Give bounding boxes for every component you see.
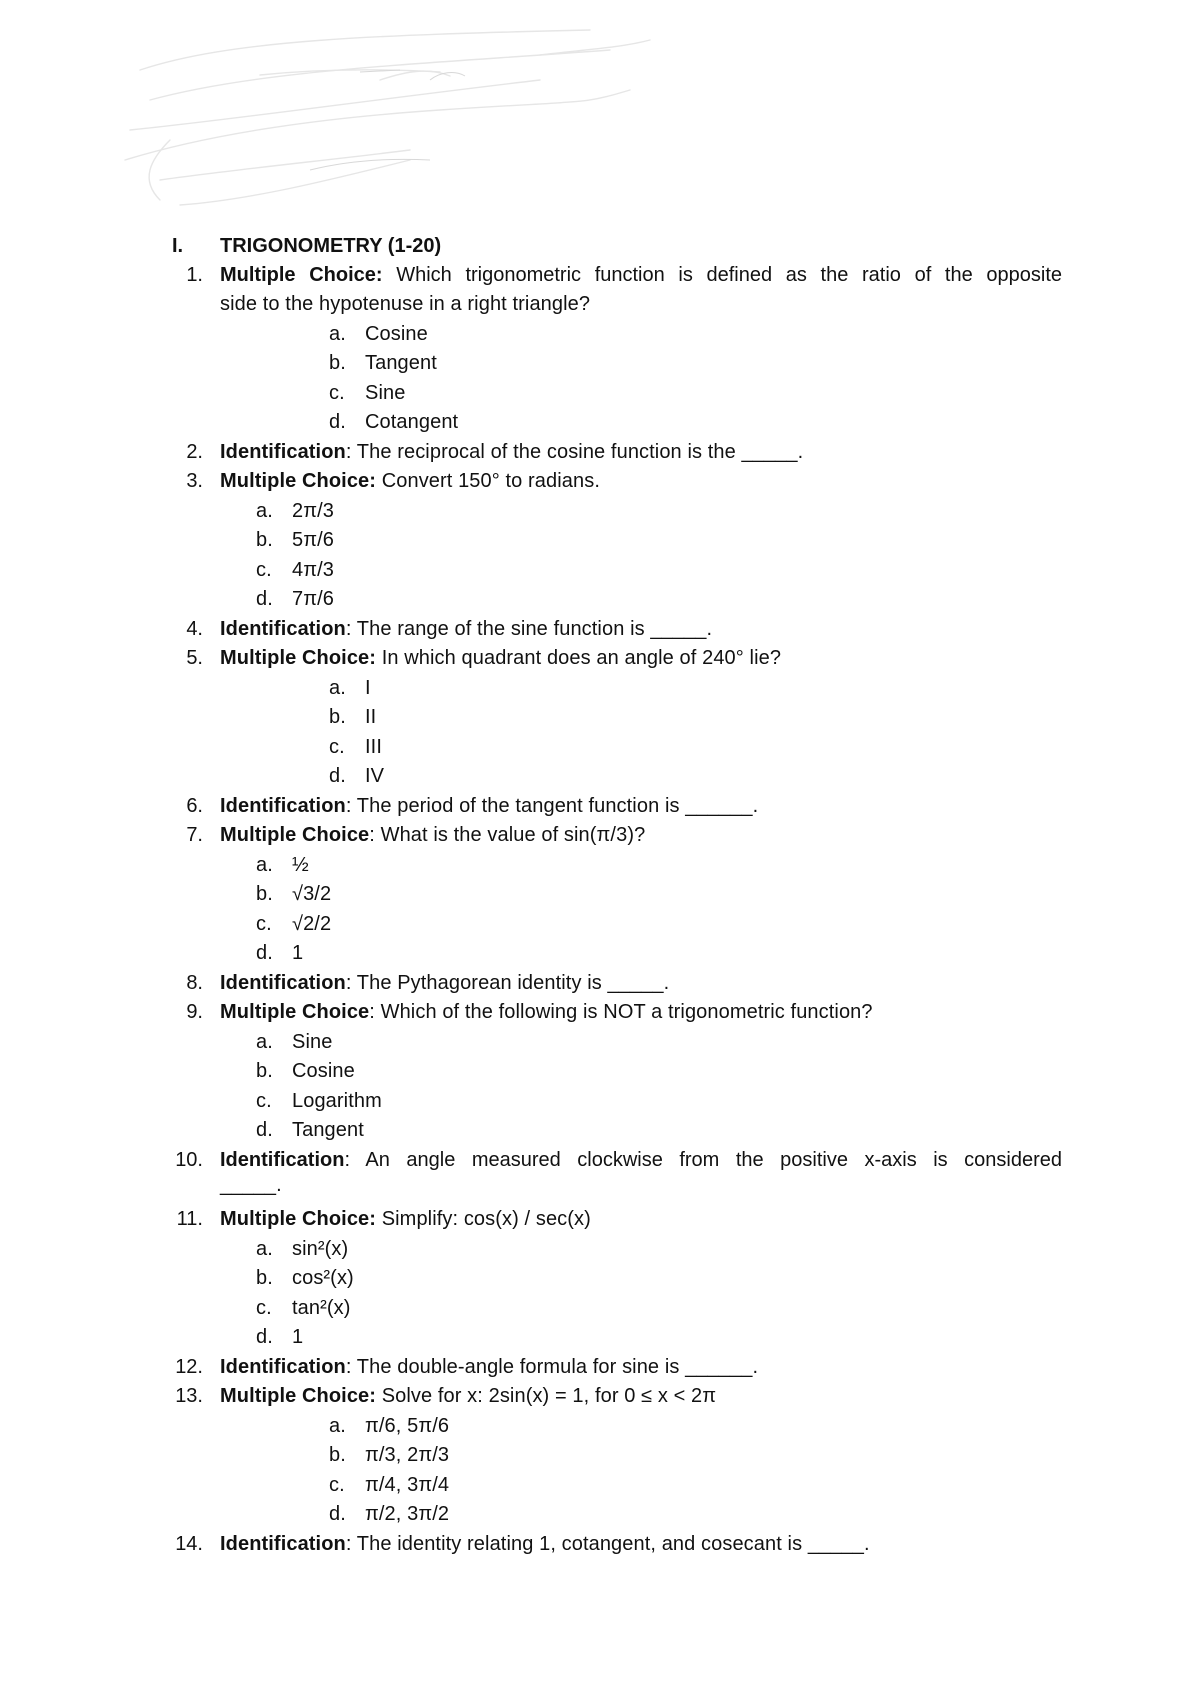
option-text: cos²(x) xyxy=(292,1267,354,1289)
question-number: 13. xyxy=(175,1385,203,1407)
option-letter: c. xyxy=(256,913,272,935)
option-item xyxy=(329,1441,449,1470)
option-item xyxy=(256,1235,348,1264)
question-text: : The reciprocal of the cosine function is the _____. xyxy=(345,441,804,463)
question-number: 8. xyxy=(186,972,203,994)
question-type: Identification xyxy=(220,1533,346,1555)
question-text: : The Pythagorean identity is _____. xyxy=(345,972,670,994)
option-letter: b. xyxy=(329,706,346,728)
option-text: tan²(x) xyxy=(292,1297,351,1319)
question-number: 6. xyxy=(186,795,203,817)
option-text: Logarithm xyxy=(292,1090,382,1112)
option-item xyxy=(329,1500,449,1529)
question-14 xyxy=(220,1530,870,1559)
option-item xyxy=(329,674,371,703)
option-text: 5π/6 xyxy=(292,529,335,551)
question-text: : The range of the sine function is _____. xyxy=(345,618,713,640)
option-letter: b. xyxy=(256,1060,273,1082)
option-item xyxy=(256,1057,355,1086)
option-letter: c. xyxy=(329,1474,345,1496)
option-text: Cosine xyxy=(365,323,428,345)
option-item xyxy=(256,1087,382,1116)
section-title: TRIGONOMETRY (1-20) xyxy=(220,235,442,257)
option-text: III xyxy=(365,736,382,758)
option-letter: a. xyxy=(256,1031,273,1053)
option-letter: c. xyxy=(329,382,345,404)
section-numeral: I. xyxy=(172,235,184,257)
option-item xyxy=(329,408,458,437)
question-12 xyxy=(220,1353,758,1382)
option-text: √2/2 xyxy=(292,913,332,935)
question-type: Identification xyxy=(220,618,346,640)
question-text: Simplify: cos(x) / sec(x) xyxy=(376,1208,591,1230)
option-letter: d. xyxy=(256,1119,273,1141)
question-text: In which quadrant does an angle of 240° lie? xyxy=(376,647,782,669)
option-text: 2π/3 xyxy=(292,500,335,522)
question-number: 12. xyxy=(175,1356,203,1378)
question-type: Multiple Choice: xyxy=(220,647,377,669)
question-text: : Which of the following is NOT a trigonometric function? xyxy=(369,1001,873,1023)
question-3 xyxy=(220,467,600,496)
option-letter: d. xyxy=(256,942,273,964)
option-item xyxy=(256,910,331,939)
question-text: : An angle measured clockwise from the positive x-axis is considered xyxy=(344,1149,1062,1171)
option-letter: d. xyxy=(329,411,346,433)
option-item xyxy=(329,703,376,732)
option-item xyxy=(329,349,437,378)
question-number: 4. xyxy=(186,618,203,640)
option-text: I xyxy=(365,677,371,699)
option-letter: b. xyxy=(256,529,273,551)
option-text: π/2, 3π/2 xyxy=(365,1503,450,1525)
question-number: 10. xyxy=(175,1149,203,1171)
question-number: 3. xyxy=(186,470,203,492)
option-letter: c. xyxy=(329,736,345,758)
option-text: Sine xyxy=(292,1031,333,1053)
question-text: Convert 150° to radians. xyxy=(376,470,601,492)
option-text: 1 xyxy=(292,1326,304,1348)
option-text: Tangent xyxy=(365,352,437,374)
option-text: √3/2 xyxy=(292,883,332,905)
question-number: 2. xyxy=(186,441,203,463)
question-10-line-1 xyxy=(220,1146,1062,1175)
question-type: Multiple Choice xyxy=(220,824,370,846)
question-type: Identification xyxy=(220,972,346,994)
option-item xyxy=(256,556,334,585)
option-text: 1 xyxy=(292,942,304,964)
question-10-line-2: _____. xyxy=(220,1174,282,1196)
option-text: II xyxy=(365,706,377,728)
question-7 xyxy=(220,821,645,850)
erased-mark-smudge xyxy=(110,10,670,225)
option-text: π/4, 3π/4 xyxy=(365,1474,450,1496)
option-letter: a. xyxy=(329,323,346,345)
question-8 xyxy=(220,969,669,998)
question-type: Identification xyxy=(220,441,346,463)
question-number: 14. xyxy=(175,1533,203,1555)
question-9 xyxy=(220,998,873,1027)
question-number: 7. xyxy=(186,824,203,846)
option-item xyxy=(256,1323,303,1352)
option-text: Tangent xyxy=(292,1119,364,1141)
option-item xyxy=(256,1116,364,1145)
option-text: π/3, 2π/3 xyxy=(365,1444,450,1466)
option-item xyxy=(329,1471,449,1500)
option-letter: c. xyxy=(256,1297,272,1319)
question-type: Identification xyxy=(220,1356,346,1378)
question-number: 1. xyxy=(186,264,203,286)
question-type: Multiple Choice xyxy=(220,1001,370,1023)
question-type: Identification xyxy=(220,1149,345,1171)
question-2 xyxy=(220,438,803,467)
question-1-line-2: side to the hypotenuse in a right triangle? xyxy=(220,293,591,315)
option-letter: b. xyxy=(329,352,346,374)
option-item xyxy=(256,1294,350,1323)
option-letter: c. xyxy=(256,559,272,581)
question-4 xyxy=(220,615,712,644)
option-text: 7π/6 xyxy=(292,588,335,610)
option-text: Sine xyxy=(365,382,406,404)
question-6 xyxy=(220,792,758,821)
question-text: : The identity relating 1, cotangent, and cosecant is _____. xyxy=(345,1533,870,1555)
question-text: Solve for x: 2sin(x) = 1, for 0 ≤ x < 2π xyxy=(376,1385,717,1407)
question-text: : The double-angle formula for sine is ______. xyxy=(345,1356,759,1378)
option-item xyxy=(256,526,334,555)
option-item xyxy=(256,880,331,909)
option-item xyxy=(329,733,382,762)
option-letter: a. xyxy=(256,854,273,876)
question-text: : What is the value of sin(π/3)? xyxy=(369,824,646,846)
option-letter: b. xyxy=(329,1444,346,1466)
option-letter: a. xyxy=(329,677,346,699)
option-letter: a. xyxy=(256,500,273,522)
option-letter: d. xyxy=(329,765,346,787)
option-item xyxy=(329,1412,449,1441)
question-type: Identification xyxy=(220,795,346,817)
option-item xyxy=(256,585,334,614)
question-type: Multiple Choice: xyxy=(220,470,377,492)
question-number: 11. xyxy=(176,1208,203,1230)
question-number: 5. xyxy=(186,647,203,669)
option-item xyxy=(329,762,384,791)
option-letter: a. xyxy=(329,1415,346,1437)
option-text: Cosine xyxy=(292,1060,355,1082)
option-item xyxy=(329,379,405,408)
option-text: Cotangent xyxy=(365,411,459,433)
option-item xyxy=(256,497,334,526)
question-text: : The period of the tangent function is ______. xyxy=(345,795,759,817)
option-item xyxy=(329,320,428,349)
question-13 xyxy=(220,1382,716,1411)
option-letter: a. xyxy=(256,1238,273,1260)
option-item xyxy=(256,1028,332,1057)
option-letter: d. xyxy=(256,588,273,610)
question-type: Multiple Choice: xyxy=(220,1385,377,1407)
option-item xyxy=(256,851,309,880)
option-letter: d. xyxy=(256,1326,273,1348)
question-11 xyxy=(220,1205,591,1234)
question-1-line-1 xyxy=(220,261,1062,290)
option-text: 4π/3 xyxy=(292,559,335,581)
option-letter: b. xyxy=(256,1267,273,1289)
option-letter: d. xyxy=(329,1503,346,1525)
option-text: sin²(x) xyxy=(292,1238,349,1260)
question-5 xyxy=(220,644,781,673)
option-letter: b. xyxy=(256,883,273,905)
option-text: π/6, 5π/6 xyxy=(365,1415,450,1437)
option-item xyxy=(256,939,303,968)
question-text: Which trigonometric function is defined as the ratio of the opposite xyxy=(396,264,1062,286)
question-type: Multiple Choice: xyxy=(220,1208,377,1230)
option-item xyxy=(256,1264,354,1293)
question-number: 9. xyxy=(186,1001,203,1023)
option-text: IV xyxy=(365,765,385,787)
question-type: Multiple Choice: xyxy=(220,264,383,286)
option-letter: c. xyxy=(256,1090,272,1112)
option-text: ½ xyxy=(292,854,309,876)
